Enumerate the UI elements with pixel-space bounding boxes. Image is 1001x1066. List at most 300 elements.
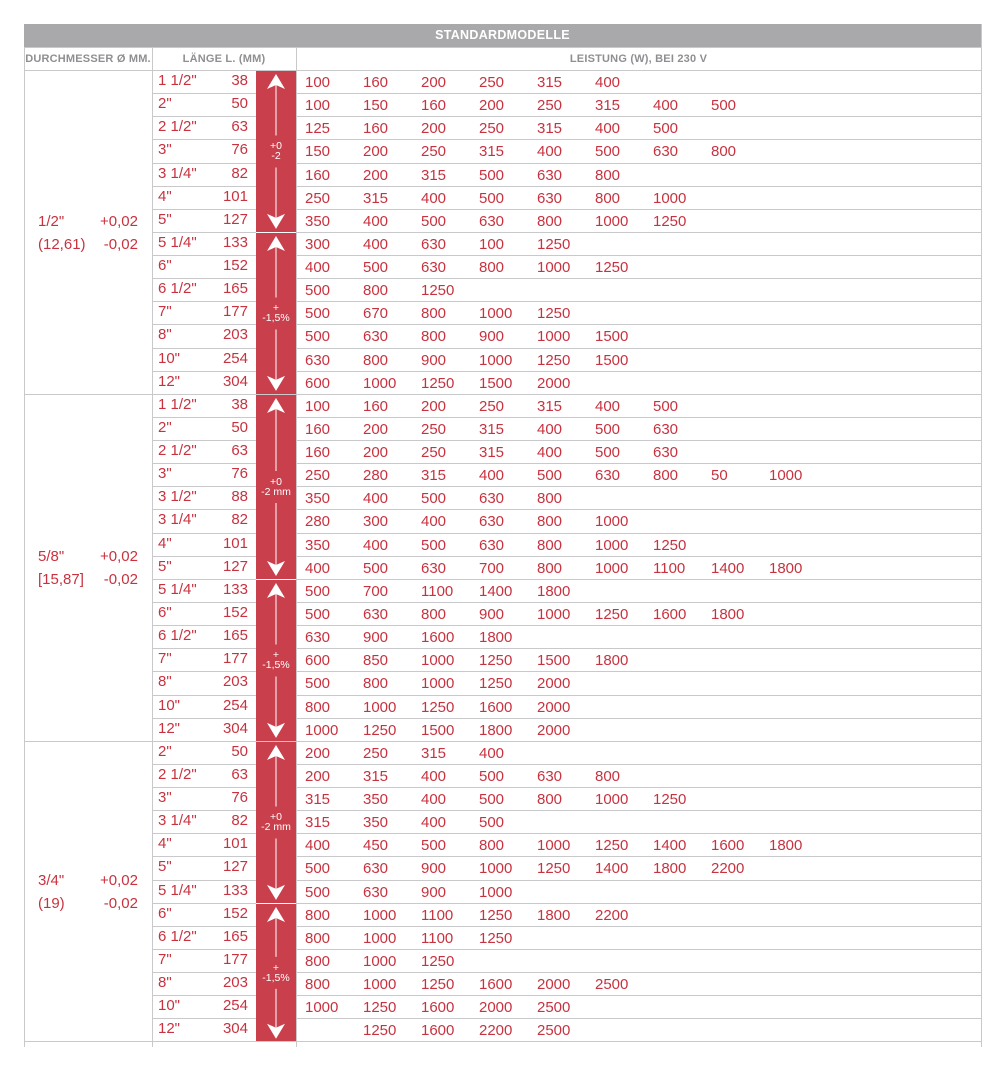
- tolerance-lower: -1,5%: [262, 659, 290, 672]
- power-value: 50: [711, 467, 728, 485]
- power-value: 800: [363, 351, 389, 369]
- power-value: 500: [653, 120, 679, 138]
- length-cell: [152, 534, 252, 557]
- power-value: 100: [305, 397, 331, 415]
- power-value: 400: [363, 235, 389, 253]
- diameter-label: [28, 210, 148, 256]
- power-value: 900: [421, 883, 447, 901]
- row-divider: [296, 625, 981, 626]
- tolerance-upper: +0: [270, 140, 282, 153]
- power-value: 800: [421, 305, 447, 323]
- power-value: 800: [595, 189, 621, 207]
- length-mm: 152: [222, 904, 248, 922]
- power-value: 630: [595, 467, 621, 485]
- column-header-power: LEISTUNG (W), BEI 230 V: [569, 53, 708, 65]
- length-mm: 50: [231, 95, 248, 113]
- power-value: 1250: [479, 652, 513, 670]
- power-value: 500: [595, 420, 621, 438]
- length-mm: 63: [231, 118, 248, 136]
- power-value: 350: [363, 814, 389, 832]
- length-inch: 2 1/2": [158, 118, 197, 136]
- length-inch: 8": [158, 974, 172, 992]
- power-value: 1800: [595, 652, 629, 670]
- power-value: 800: [421, 328, 447, 346]
- length-cell: [152, 510, 252, 533]
- length-inch: 3": [158, 465, 172, 483]
- power-value: 160: [305, 166, 331, 184]
- power-value: 630: [421, 235, 447, 253]
- length-cell: [152, 580, 252, 603]
- power-value: 1250: [595, 259, 629, 277]
- power-value: 630: [363, 328, 389, 346]
- power-value: 250: [305, 467, 331, 485]
- length-cell: [152, 649, 252, 672]
- power-value: 315: [305, 791, 331, 809]
- length-inch: 5": [158, 858, 172, 876]
- power-value: 1600: [421, 629, 455, 647]
- power-value: 315: [537, 120, 563, 138]
- length-cell: [152, 418, 252, 441]
- length-cell: [152, 464, 252, 487]
- power-value: 1250: [537, 305, 571, 323]
- power-value: 400: [537, 143, 563, 161]
- length-mm: 203: [222, 326, 248, 344]
- power-value: 1800: [479, 629, 513, 647]
- diameter-minus-tolerance: -0,02: [103, 571, 138, 589]
- power-value: 200: [363, 420, 389, 438]
- power-value: 600: [305, 652, 331, 670]
- length-mm: 254: [222, 349, 248, 367]
- length-mm: 254: [222, 696, 248, 714]
- power-value: 1000: [363, 698, 397, 716]
- power-value: 400: [421, 513, 447, 531]
- power-value: 1400: [711, 559, 745, 577]
- row-divider: [296, 232, 981, 233]
- power-value: 350: [305, 212, 331, 230]
- power-value: 450: [363, 837, 389, 855]
- length-inch: 8": [158, 673, 172, 691]
- power-value: 400: [363, 490, 389, 508]
- power-value: 315: [363, 189, 389, 207]
- power-value: 1000: [537, 259, 571, 277]
- row-divider: [296, 949, 981, 950]
- row-divider: [296, 602, 981, 603]
- tolerance-upper: +: [272, 302, 280, 315]
- power-value: 250: [421, 420, 447, 438]
- power-value: 2000: [537, 721, 571, 739]
- length-inch: 5": [158, 210, 172, 228]
- power-value: 100: [305, 74, 331, 91]
- power-value: 900: [363, 629, 389, 647]
- power-value: 800: [653, 467, 679, 485]
- power-value: 300: [305, 235, 331, 253]
- power-value: 1600: [421, 999, 455, 1017]
- power-value: 1250: [595, 837, 629, 855]
- row-divider: [296, 926, 981, 927]
- power-value: 900: [421, 860, 447, 878]
- power-value: 315: [421, 744, 447, 762]
- length-cell: [152, 279, 252, 302]
- length-inch: 12": [158, 719, 181, 737]
- power-value: 900: [479, 605, 505, 623]
- power-value: 1000: [421, 652, 455, 670]
- power-value: 800: [421, 605, 447, 623]
- power-value: 900: [479, 328, 505, 346]
- power-value: 1250: [537, 351, 571, 369]
- power-value: 700: [479, 559, 505, 577]
- length-inch: 5 1/4": [158, 233, 197, 251]
- tolerance-value: [256, 141, 296, 161]
- length-cell: [152, 325, 252, 348]
- power-value: 1250: [363, 721, 397, 739]
- tolerance-lower: -2 mm: [261, 485, 291, 498]
- row-divider: [296, 718, 981, 719]
- power-value: 1000: [363, 929, 397, 947]
- power-value: 250: [537, 97, 563, 115]
- length-mm: 304: [222, 1020, 248, 1038]
- power-value: 500: [305, 860, 331, 878]
- power-value: 800: [537, 536, 563, 554]
- length-cell: [152, 881, 252, 904]
- row-divider: [296, 787, 981, 788]
- length-cell: [152, 164, 252, 187]
- row-divider: [296, 880, 981, 881]
- power-value: 1600: [653, 605, 687, 623]
- length-inch: 3 1/4": [158, 812, 197, 830]
- power-value: 1000: [537, 328, 571, 346]
- length-inch: 2 1/2": [158, 442, 197, 460]
- length-inch: 10": [158, 696, 181, 714]
- power-value: 400: [305, 259, 331, 277]
- power-value: 500: [479, 791, 505, 809]
- row-divider: [296, 810, 981, 811]
- tolerance-upper: +: [272, 961, 280, 974]
- length-inch: 2 1/2": [158, 765, 197, 783]
- power-value: 400: [479, 467, 505, 485]
- length-inch: 7": [158, 650, 172, 668]
- power-value: 280: [305, 513, 331, 531]
- length-cell: [152, 117, 252, 140]
- length-inch: 4": [158, 187, 172, 205]
- row-divider: [296, 533, 981, 534]
- length-cell: [152, 834, 252, 857]
- length-cell: [152, 696, 252, 719]
- power-value: 400: [421, 767, 447, 785]
- length-mm: 203: [222, 974, 248, 992]
- length-cell: [152, 765, 252, 788]
- power-value: 800: [363, 282, 389, 300]
- column-divider: [296, 47, 297, 1047]
- length-cell: [152, 973, 252, 996]
- power-value: 500: [479, 166, 505, 184]
- power-value: 1000: [479, 305, 513, 323]
- length-inch: 12": [158, 1020, 181, 1038]
- power-value: 315: [479, 420, 505, 438]
- power-value: 400: [421, 814, 447, 832]
- row-divider: [296, 163, 981, 164]
- power-value: 315: [363, 767, 389, 785]
- power-value: 150: [363, 97, 389, 115]
- power-value: 1800: [769, 837, 803, 855]
- length-mm: 88: [231, 488, 248, 506]
- row-divider: [296, 556, 981, 557]
- length-mm: 304: [222, 372, 248, 390]
- power-value: 1100: [421, 929, 454, 947]
- power-value: 800: [537, 212, 563, 230]
- column-header-length: LÄNGE L. (MM): [182, 53, 266, 65]
- power-value: 400: [537, 420, 563, 438]
- power-value: 1000: [421, 675, 455, 693]
- length-inch: 6 1/2": [158, 280, 197, 298]
- power-value: 800: [305, 952, 331, 970]
- power-value: 200: [363, 444, 389, 462]
- length-mm: 76: [231, 141, 248, 159]
- power-value: 315: [595, 97, 621, 115]
- power-value: 800: [537, 513, 563, 531]
- power-value: 800: [363, 675, 389, 693]
- length-inch: 5 1/4": [158, 881, 197, 899]
- row-divider: [296, 579, 981, 580]
- column-header-diameter: DURCHMESSER Ø MM.: [25, 53, 151, 65]
- power-value: 500: [305, 582, 331, 600]
- power-value: 500: [305, 282, 331, 300]
- power-value: 1250: [421, 952, 455, 970]
- power-value: 100: [305, 97, 331, 115]
- power-value: 160: [305, 444, 331, 462]
- power-value: 1500: [421, 721, 455, 739]
- power-value: 250: [305, 189, 331, 207]
- power-value: 250: [479, 120, 505, 138]
- power-value: 1800: [479, 721, 513, 739]
- row-divider: [296, 671, 981, 672]
- length-mm: 82: [231, 812, 248, 830]
- power-value: 500: [711, 97, 737, 115]
- power-value: 350: [363, 791, 389, 809]
- length-inch: 6": [158, 603, 172, 621]
- length-mm: 304: [222, 719, 248, 737]
- length-mm: 177: [222, 950, 248, 968]
- power-value: 1000: [363, 906, 397, 924]
- length-cell: [152, 672, 252, 695]
- power-value: 200: [305, 744, 331, 762]
- power-value: 630: [363, 860, 389, 878]
- power-value: 315: [421, 166, 447, 184]
- power-value: 850: [363, 652, 389, 670]
- power-value: 800: [479, 259, 505, 277]
- row-divider: [296, 209, 981, 210]
- length-mm: 101: [222, 534, 248, 552]
- power-value: 1800: [653, 860, 687, 878]
- power-value: 1250: [653, 536, 687, 554]
- power-value: 1600: [479, 698, 513, 716]
- table-border-left: [24, 47, 25, 1047]
- power-value: 1000: [595, 559, 629, 577]
- row-divider: [296, 139, 981, 140]
- power-value: 1250: [421, 374, 455, 392]
- table-title: STANDARDMODELLE: [24, 24, 981, 47]
- length-inch: 1 1/2": [158, 395, 197, 413]
- length-mm: 165: [222, 627, 248, 645]
- power-value: 800: [305, 698, 331, 716]
- power-value: 160: [363, 397, 389, 415]
- power-value: 500: [653, 397, 679, 415]
- length-inch: 10": [158, 997, 181, 1015]
- power-value: 200: [421, 74, 447, 91]
- power-value: 500: [305, 883, 331, 901]
- power-value: 400: [363, 212, 389, 230]
- power-value: 500: [305, 675, 331, 693]
- power-value: 1000: [595, 513, 629, 531]
- tolerance-value: [256, 812, 296, 832]
- power-value: 250: [479, 74, 505, 91]
- power-value: 1600: [479, 976, 513, 994]
- length-mm: 50: [231, 742, 248, 760]
- power-value: 2000: [537, 976, 571, 994]
- length-cell: [152, 950, 252, 973]
- power-value: 630: [421, 259, 447, 277]
- length-cell: [152, 71, 252, 94]
- length-mm: 165: [222, 280, 248, 298]
- power-value: 2000: [537, 698, 571, 716]
- length-inch: 2": [158, 95, 172, 113]
- row-divider: [296, 278, 981, 279]
- length-inch: 1 1/2": [158, 72, 197, 89]
- power-value: 1400: [653, 837, 687, 855]
- power-value: 400: [653, 97, 679, 115]
- power-value: 500: [595, 143, 621, 161]
- power-value: 500: [479, 767, 505, 785]
- power-value: 1250: [363, 999, 397, 1017]
- power-value: 630: [305, 351, 331, 369]
- power-value: 900: [421, 351, 447, 369]
- power-value: 400: [595, 120, 621, 138]
- row-divider: [296, 856, 981, 857]
- length-inch: 3 1/4": [158, 164, 197, 182]
- power-value: 200: [363, 143, 389, 161]
- length-inch: 3": [158, 789, 172, 807]
- row-divider: [296, 764, 981, 765]
- row-divider: [296, 833, 981, 834]
- power-value: 160: [363, 74, 389, 91]
- power-value: 800: [305, 929, 331, 947]
- power-value: 1000: [479, 883, 513, 901]
- row-divider: [296, 301, 981, 302]
- power-value: 1000: [479, 351, 513, 369]
- diameter-plus-tolerance: +0,02: [100, 872, 138, 890]
- length-cell: [152, 788, 252, 811]
- power-value: 2500: [595, 976, 629, 994]
- length-mm: 82: [231, 511, 248, 529]
- power-value: 200: [421, 120, 447, 138]
- power-value: 2000: [537, 675, 571, 693]
- power-value: 1400: [479, 582, 513, 600]
- tolerance-value: [256, 477, 296, 497]
- length-inch: 8": [158, 326, 172, 344]
- power-value: 1250: [421, 976, 455, 994]
- length-inch: 3 1/2": [158, 488, 197, 506]
- length-cell: [152, 210, 252, 233]
- row-divider: [296, 348, 981, 349]
- length-mm: 133: [222, 580, 248, 598]
- power-value: 1100: [653, 559, 686, 577]
- length-mm: 38: [231, 395, 248, 413]
- power-value: 630: [653, 143, 679, 161]
- length-mm: 127: [222, 858, 248, 876]
- power-value: 1000: [537, 837, 571, 855]
- length-inch: 5 1/4": [158, 580, 197, 598]
- row-divider: [296, 186, 981, 187]
- length-cell: [152, 719, 252, 742]
- power-value: 1000: [595, 536, 629, 554]
- power-value: 160: [305, 420, 331, 438]
- length-cell: [152, 372, 252, 395]
- power-value: 160: [421, 97, 447, 115]
- power-value: 315: [421, 467, 447, 485]
- diameter-inch: 1/2": [38, 212, 65, 230]
- row-divider: [296, 903, 981, 904]
- row-divider: [296, 695, 981, 696]
- power-value: 2000: [479, 999, 513, 1017]
- length-mm: 50: [231, 418, 248, 436]
- power-value: 300: [363, 513, 389, 531]
- power-value: 400: [537, 444, 563, 462]
- length-mm: 177: [222, 650, 248, 668]
- power-value: 800: [537, 791, 563, 809]
- length-cell: [152, 811, 252, 834]
- row-divider: [296, 116, 981, 117]
- tolerance-value: [256, 963, 296, 983]
- power-value: 1000: [769, 467, 803, 485]
- length-cell: [152, 302, 252, 325]
- power-value: 125: [305, 120, 331, 138]
- length-cell: [152, 256, 252, 279]
- length-mm: 76: [231, 465, 248, 483]
- row-divider: [296, 995, 981, 996]
- length-cell: [152, 557, 252, 580]
- power-value: 1500: [537, 652, 571, 670]
- power-value: 800: [537, 559, 563, 577]
- power-value: 1250: [653, 212, 687, 230]
- power-value: 2200: [595, 906, 629, 924]
- tolerance-value: [256, 303, 296, 323]
- tolerance-lower: -2: [271, 150, 281, 163]
- length-cell: [152, 603, 252, 626]
- power-value: 1000: [653, 189, 687, 207]
- power-value: 630: [479, 490, 505, 508]
- power-value: 1000: [305, 999, 339, 1017]
- length-inch: 5": [158, 557, 172, 575]
- power-value: 315: [479, 444, 505, 462]
- power-value: 500: [421, 837, 447, 855]
- power-value: 1250: [537, 235, 571, 253]
- power-value: 250: [363, 744, 389, 762]
- power-value: 630: [363, 883, 389, 901]
- row-divider: [296, 509, 981, 510]
- power-value: 500: [421, 490, 447, 508]
- power-value: 400: [305, 559, 331, 577]
- length-cell: [152, 441, 252, 464]
- length-cell: [152, 487, 252, 510]
- power-value: 250: [421, 143, 447, 161]
- power-value: 800: [305, 976, 331, 994]
- power-value: 500: [421, 536, 447, 554]
- row-divider: [296, 1018, 981, 1019]
- power-value: 630: [537, 189, 563, 207]
- length-mm: 152: [222, 603, 248, 621]
- power-value: 400: [363, 536, 389, 554]
- length-mm: 177: [222, 303, 248, 321]
- length-mm: 63: [231, 442, 248, 460]
